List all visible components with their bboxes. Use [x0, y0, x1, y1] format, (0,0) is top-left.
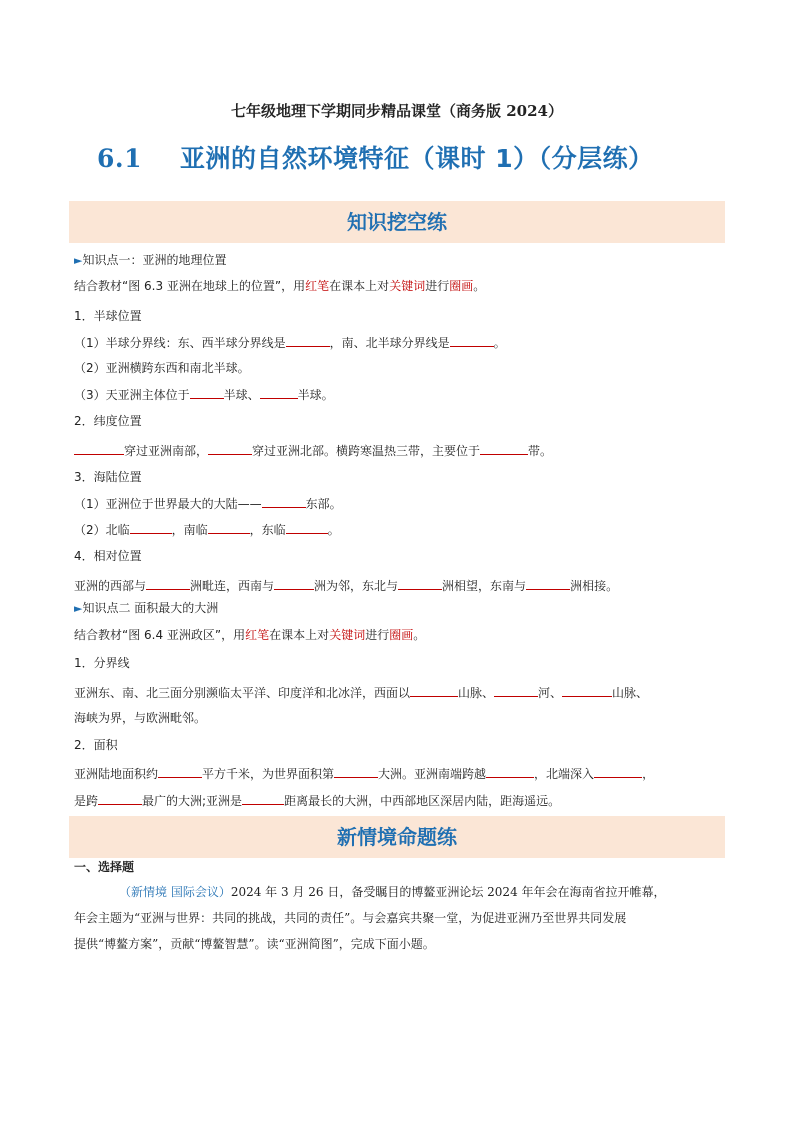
question-text: 河、: [538, 686, 563, 700]
answer-blank[interactable]: [480, 442, 528, 455]
instruction-text: 结合教材“图 6.4 亚洲政区”，用: [74, 628, 246, 642]
answer-blank[interactable]: [74, 442, 124, 455]
answer-blank[interactable]: [594, 765, 642, 778]
section-band-knowledge: 知识挖空练: [69, 201, 725, 243]
choice-heading: 一、选择题: [74, 860, 135, 874]
highlight-text: 关键词: [329, 628, 366, 642]
instruction-line-2: [74, 627, 425, 643]
answer-blank[interactable]: [494, 684, 538, 697]
question-text: ，南、北半球分界线是: [329, 336, 450, 350]
context-tag: （新情境 国际会议）: [119, 885, 231, 899]
question-text: 山脉、: [612, 686, 649, 700]
heading-boundary: 1．分界线: [74, 656, 130, 670]
highlight-text: 圈画: [389, 628, 414, 642]
question-text: 平方千米，为世界面积第: [202, 767, 335, 781]
question-text: （3）天亚洲主体位于: [74, 388, 190, 402]
question-line: [74, 792, 560, 809]
heading-hemisphere: 1．半球位置: [74, 309, 142, 323]
answer-blank[interactable]: [146, 577, 190, 590]
question-text: 洲毗连，西南与: [190, 579, 275, 593]
answer-blank[interactable]: [410, 684, 458, 697]
answer-blank[interactable]: [242, 792, 284, 805]
answer-blank[interactable]: [208, 521, 250, 534]
passage-line-3: 提供“博鳌方案”，贡献“博鳌智慧”。读“亚洲简图”，完成下面小题。: [74, 937, 435, 951]
instruction-text: 。: [473, 279, 486, 293]
instruction-text: 。: [413, 628, 426, 642]
question-text: 距离最长的大洲，中西部地区深居内陆，距海遥远。: [284, 794, 561, 808]
answer-blank[interactable]: [260, 386, 298, 399]
answer-blank[interactable]: [562, 684, 612, 697]
question-text: 。: [493, 336, 506, 350]
answer-blank[interactable]: [208, 442, 252, 455]
highlight-text: 圈画: [449, 279, 474, 293]
heading-latitude: 2．纬度位置: [74, 414, 142, 428]
series-title: 七年级地理下学期同步精品课堂（商务版 2024）: [231, 102, 563, 120]
heading-area: 2．面积: [74, 738, 118, 752]
answer-blank[interactable]: [262, 495, 306, 508]
question-line: [74, 765, 654, 782]
instruction-text: 结合教材“图 6.3 亚洲在地球上的位置”，用: [74, 279, 306, 293]
question-text: ，南临: [171, 523, 208, 537]
question-text: 半球、: [223, 388, 260, 402]
highlight-text: 红笔: [245, 628, 270, 642]
instruction-text: 进行: [365, 628, 390, 642]
answer-blank[interactable]: [486, 765, 534, 778]
question-text: 。: [327, 523, 340, 537]
question-line: [74, 334, 506, 351]
answer-blank[interactable]: [334, 765, 378, 778]
question-line: （2）亚洲横跨东西和南北半球。: [74, 361, 250, 375]
question-text: 洲为邻，东北与: [314, 579, 399, 593]
lesson-title: [97, 139, 654, 175]
question-line: [74, 442, 552, 459]
question-line: 海峡为界，与欧洲毗邻。: [74, 711, 207, 725]
question-line: [74, 386, 334, 403]
question-text: 半球。: [297, 388, 334, 402]
question-line: [74, 495, 342, 512]
answer-blank[interactable]: [398, 577, 442, 590]
answer-blank[interactable]: [286, 334, 330, 347]
question-text: 亚洲陆地面积约: [74, 767, 159, 781]
highlight-text: 关键词: [389, 279, 426, 293]
answer-blank[interactable]: [274, 577, 314, 590]
section-band-new-context: 新情境命题练: [69, 816, 725, 858]
passage-text: 2024 年 3 月 26 日，备受瞩目的博鳌亚洲论坛 2024 年年会在海南省拉开帷幕，: [230, 885, 666, 899]
instruction-text: 在课本上对: [329, 279, 390, 293]
knowledge-point-2: [74, 600, 218, 617]
heading-relative: 4．相对位置: [74, 549, 142, 563]
knowledge-point-label: 知识点二 面积最大的大洲: [82, 601, 219, 615]
knowledge-point-1: [74, 252, 226, 269]
instruction-text: 在课本上对: [269, 628, 330, 642]
question-text: 亚洲东、南、北三面分别濒临太平洋、印度洋和北冰洋，西面以: [74, 686, 411, 700]
answer-blank[interactable]: [286, 521, 328, 534]
instruction-line-1: [74, 278, 485, 294]
question-text: 山脉、: [458, 686, 495, 700]
question-text: ，: [642, 767, 655, 781]
question-text: 亚洲的西部与: [74, 579, 147, 593]
question-text: ，东临: [249, 523, 286, 537]
question-text: 最广的大洲;亚洲是: [142, 794, 243, 808]
triangle-marker-icon: ►: [74, 254, 83, 267]
question-text: ，北端深入: [534, 767, 595, 781]
highlight-text: 红笔: [305, 279, 330, 293]
question-text: 穿过亚洲北部。横跨寒温热三带，主要位于: [252, 444, 481, 458]
question-line: [74, 684, 648, 701]
triangle-marker-icon: ►: [74, 602, 83, 615]
question-text: （1）亚洲位于世界最大的大陆——: [74, 497, 262, 511]
question-text: （1）半球分界线：东、西半球分界线是: [74, 336, 286, 350]
question-text: 洲相望，东南与: [442, 579, 527, 593]
answer-blank[interactable]: [526, 577, 570, 590]
heading-land-sea: 3．海陆位置: [74, 470, 142, 484]
question-text: 穿过亚洲南部，: [124, 444, 209, 458]
question-line: [74, 521, 340, 538]
question-text: （2）北临: [74, 523, 130, 537]
question-text: 带。: [528, 444, 553, 458]
answer-blank[interactable]: [158, 765, 202, 778]
question-text: 是跨: [74, 794, 99, 808]
answer-blank[interactable]: [98, 792, 142, 805]
question-text: 东部。: [305, 497, 342, 511]
question-line: [74, 577, 618, 594]
knowledge-point-label: 知识点一：亚洲的地理位置: [82, 253, 227, 267]
passage-line-1: [74, 879, 726, 905]
question-text: 大洲。亚洲南端跨越: [378, 767, 487, 781]
answer-blank[interactable]: [130, 521, 172, 534]
passage-line-2: 年会主题为“亚洲与世界：共同的挑战，共同的责任”。与会嘉宾共聚一堂，为促进亚洲乃至世界共同发展: [74, 911, 627, 925]
answer-blank[interactable]: [190, 386, 224, 399]
instruction-text: 进行: [425, 279, 450, 293]
question-text: 洲相接。: [570, 579, 619, 593]
lesson-number: 6.1: [97, 144, 142, 173]
lesson-title-text: 亚洲的自然环境特征（课时 1）（分层练）: [180, 144, 654, 173]
answer-blank[interactable]: [450, 334, 494, 347]
